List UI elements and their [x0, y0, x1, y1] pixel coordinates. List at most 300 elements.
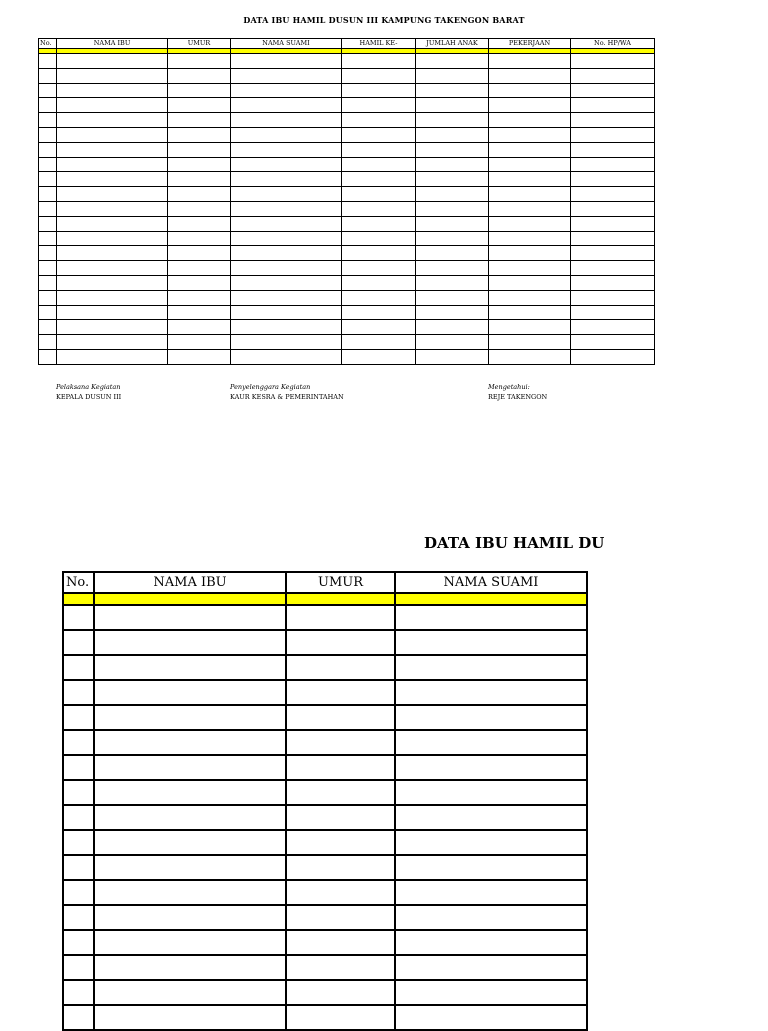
table-cell	[286, 955, 395, 980]
table-cell	[231, 157, 342, 172]
table-cell	[39, 54, 57, 69]
signature-role: Pelaksana Kegiatan	[56, 383, 121, 391]
table-cell	[231, 261, 342, 276]
table-cell	[395, 930, 587, 955]
table-cell	[489, 335, 571, 350]
page-title-zoomed: DATA IBU HAMIL DU	[424, 534, 605, 552]
table-cell	[489, 68, 571, 83]
table-cell	[39, 349, 57, 364]
table-cell	[57, 246, 168, 261]
table-cell	[395, 705, 587, 730]
table-cell	[489, 349, 571, 364]
col-header-jumlah-anak: JUMLAH ANAK	[416, 39, 489, 49]
table-cell	[63, 605, 94, 630]
table-cell	[63, 630, 94, 655]
table-cell	[231, 290, 342, 305]
table-cell	[39, 172, 57, 187]
table-cell	[168, 216, 231, 231]
table-cell	[286, 730, 395, 755]
table-row	[39, 201, 655, 216]
table-cell	[231, 68, 342, 83]
table-cell	[168, 231, 231, 246]
table-cell	[489, 172, 571, 187]
table-cell	[39, 127, 57, 142]
table-row	[39, 290, 655, 305]
table-cell	[39, 98, 57, 113]
col-header-umur: UMUR	[168, 39, 231, 49]
table-cell	[342, 142, 416, 157]
table-cell	[342, 54, 416, 69]
table-row	[39, 83, 655, 98]
table-cell	[231, 335, 342, 350]
table-cell	[39, 83, 57, 98]
table-cell	[63, 780, 94, 805]
table-cell	[489, 201, 571, 216]
col-header-no: No.	[63, 572, 94, 593]
table-cell	[39, 68, 57, 83]
table-cell	[342, 127, 416, 142]
table-cell	[571, 231, 655, 246]
table-cell	[395, 730, 587, 755]
table-row	[39, 216, 655, 231]
table-row	[39, 320, 655, 335]
table-cell	[231, 172, 342, 187]
table-cell	[94, 705, 286, 730]
table-cell	[94, 930, 286, 955]
table-cell	[489, 142, 571, 157]
table-body	[63, 593, 587, 1030]
table-cell	[39, 305, 57, 320]
table-cell	[57, 83, 168, 98]
table-cell	[571, 172, 655, 187]
col-header-nama-ibu: NAMA IBU	[57, 39, 168, 49]
table-cell	[342, 68, 416, 83]
table-cell	[39, 201, 57, 216]
page-title: DATA IBU HAMIL DUSUN III KAMPUNG TAKENGON BARAT	[243, 15, 525, 25]
table-row	[39, 349, 655, 364]
table-cell	[395, 655, 587, 680]
table-cell	[489, 290, 571, 305]
table-cell	[168, 172, 231, 187]
table-cell	[168, 157, 231, 172]
table-cell	[94, 955, 286, 980]
table-cell	[57, 113, 168, 128]
table-cell	[286, 780, 395, 805]
table-row	[63, 880, 587, 905]
table-cell	[286, 805, 395, 830]
table-cell	[342, 275, 416, 290]
table-cell	[286, 930, 395, 955]
signature-title: KEPALA DUSUN III	[56, 393, 122, 401]
col-header-umur: UMUR	[286, 572, 395, 593]
table-cell	[342, 261, 416, 276]
table-cell	[416, 305, 489, 320]
table-cell	[231, 98, 342, 113]
table-row	[63, 905, 587, 930]
table-cell	[94, 905, 286, 930]
table-cell	[571, 305, 655, 320]
table-cell	[416, 216, 489, 231]
table-cell	[571, 54, 655, 69]
table-cell	[286, 880, 395, 905]
table-cell	[168, 320, 231, 335]
table-cell	[168, 275, 231, 290]
table-row	[63, 955, 587, 980]
table-cell	[416, 290, 489, 305]
table-row	[63, 605, 587, 630]
table-cell	[94, 755, 286, 780]
col-header-no: No.	[39, 39, 57, 49]
table-cell	[395, 680, 587, 705]
table-cell	[63, 1005, 94, 1030]
table-row	[39, 275, 655, 290]
table-cell	[395, 980, 587, 1005]
table-cell	[571, 127, 655, 142]
table-cell	[416, 127, 489, 142]
table-row	[39, 246, 655, 261]
table-cell	[39, 113, 57, 128]
table-row	[63, 855, 587, 880]
table-cell	[168, 127, 231, 142]
table-cell	[94, 680, 286, 705]
table-cell	[231, 187, 342, 202]
table-cell	[63, 905, 94, 930]
table-cell	[94, 730, 286, 755]
table-row	[39, 127, 655, 142]
table-cell	[342, 157, 416, 172]
table-cell	[286, 655, 395, 680]
signature-block-executor	[56, 382, 121, 402]
table-cell	[571, 275, 655, 290]
table-cell	[94, 780, 286, 805]
table-cell	[57, 305, 168, 320]
table-cell	[342, 172, 416, 187]
table-cell	[342, 320, 416, 335]
table-cell	[489, 216, 571, 231]
signature-role: Penyelenggara Kegiatan	[230, 383, 311, 391]
table-cell	[57, 187, 168, 202]
table-cell	[39, 142, 57, 157]
table-cell	[489, 231, 571, 246]
table-row	[39, 142, 655, 157]
table-cell	[231, 320, 342, 335]
table-cell	[39, 261, 57, 276]
table-row	[39, 54, 655, 69]
table-cell	[57, 275, 168, 290]
table-cell	[571, 335, 655, 350]
table-cell	[286, 630, 395, 655]
table-cell	[231, 201, 342, 216]
table-cell	[168, 83, 231, 98]
table-cell	[416, 231, 489, 246]
table-header-row	[39, 39, 655, 49]
pregnant-mothers-table	[38, 38, 655, 365]
table-cell	[231, 246, 342, 261]
table-cell	[571, 290, 655, 305]
table-cell	[342, 201, 416, 216]
table-cell	[63, 705, 94, 730]
table-body	[39, 49, 655, 365]
col-header-nama-ibu: NAMA IBU	[94, 572, 286, 593]
table-cell	[57, 98, 168, 113]
table-cell	[168, 290, 231, 305]
table-cell	[342, 349, 416, 364]
table-cell	[168, 201, 231, 216]
table-cell	[571, 142, 655, 157]
table-row	[63, 930, 587, 955]
table-cell	[489, 275, 571, 290]
table-cell	[489, 320, 571, 335]
table-cell	[39, 231, 57, 246]
table-cell	[168, 349, 231, 364]
table-header-row	[63, 572, 587, 593]
table-cell	[168, 113, 231, 128]
table-cell	[342, 305, 416, 320]
table-row	[63, 705, 587, 730]
table-cell	[63, 980, 94, 1005]
col-header-nama-suami: NAMA SUAMI	[231, 39, 342, 49]
table-cell	[416, 142, 489, 157]
table-cell	[94, 880, 286, 905]
table-cell	[231, 275, 342, 290]
table-cell	[571, 261, 655, 276]
table-cell	[168, 187, 231, 202]
table-cell	[286, 1005, 395, 1030]
table-cell	[63, 930, 94, 955]
table-cell	[57, 349, 168, 364]
table-row	[63, 755, 587, 780]
table-cell	[286, 830, 395, 855]
table-row	[39, 157, 655, 172]
table-cell	[63, 855, 94, 880]
table-cell	[94, 855, 286, 880]
signature-block-approver	[488, 382, 547, 402]
table-cell	[416, 187, 489, 202]
table-cell	[395, 605, 587, 630]
table-cell	[395, 830, 587, 855]
table-cell	[57, 127, 168, 142]
pregnant-mothers-table-zoomed	[62, 571, 588, 1031]
table-row	[39, 172, 655, 187]
table-cell	[168, 142, 231, 157]
table-row	[63, 830, 587, 855]
table-cell	[231, 142, 342, 157]
table-row	[39, 113, 655, 128]
table-cell	[395, 855, 587, 880]
table-cell	[286, 680, 395, 705]
table-cell	[342, 231, 416, 246]
table-cell	[416, 98, 489, 113]
table-row	[39, 335, 655, 350]
table-cell	[416, 83, 489, 98]
table-cell	[94, 1005, 286, 1030]
table-cell	[57, 68, 168, 83]
table-cell	[63, 680, 94, 705]
table-cell	[168, 261, 231, 276]
table-cell	[571, 246, 655, 261]
table-cell	[57, 216, 168, 231]
table-cell	[395, 1005, 587, 1030]
col-header-pekerjaan: PEKERJAAN	[489, 39, 571, 49]
table-cell	[39, 157, 57, 172]
table-cell	[286, 705, 395, 730]
table-cell	[416, 349, 489, 364]
table-cell	[489, 246, 571, 261]
table-cell	[489, 127, 571, 142]
table-cell	[39, 335, 57, 350]
table-cell	[57, 335, 168, 350]
signature-title: REJE TAKENGON	[488, 393, 548, 401]
table-cell	[395, 630, 587, 655]
signature-title: KAUR KESRA & PEMERINTAHAN	[230, 393, 344, 401]
highlight-row	[63, 593, 587, 605]
table-cell	[231, 231, 342, 246]
table-cell	[571, 68, 655, 83]
table-cell	[39, 246, 57, 261]
table-cell	[571, 349, 655, 364]
table-row	[63, 780, 587, 805]
table-row	[39, 231, 655, 246]
table-cell	[342, 83, 416, 98]
table-cell	[63, 755, 94, 780]
table-cell	[395, 755, 587, 780]
table-cell	[57, 157, 168, 172]
table-cell	[57, 54, 168, 69]
table-cell	[416, 201, 489, 216]
table-cell	[231, 127, 342, 142]
table-cell	[416, 275, 489, 290]
table-cell	[63, 830, 94, 855]
table-cell	[286, 905, 395, 930]
table-cell	[489, 113, 571, 128]
table-cell	[342, 113, 416, 128]
table-cell	[57, 201, 168, 216]
table-cell	[395, 805, 587, 830]
table-row	[39, 187, 655, 202]
table-row	[63, 805, 587, 830]
table-cell	[94, 980, 286, 1005]
table-cell	[416, 157, 489, 172]
table-cell	[489, 83, 571, 98]
table-cell	[395, 780, 587, 805]
table-cell	[94, 655, 286, 680]
table-row	[63, 1005, 587, 1030]
table-cell	[416, 246, 489, 261]
table-cell	[489, 54, 571, 69]
table-cell	[57, 320, 168, 335]
table-cell	[57, 172, 168, 187]
table-cell	[57, 290, 168, 305]
table-cell	[395, 955, 587, 980]
table-cell	[571, 216, 655, 231]
table-cell	[489, 305, 571, 320]
table-row	[39, 68, 655, 83]
table-cell	[39, 187, 57, 202]
table-cell	[286, 980, 395, 1005]
table-cell	[416, 261, 489, 276]
table-cell	[57, 231, 168, 246]
table-cell	[395, 905, 587, 930]
table-row	[39, 305, 655, 320]
table-cell	[342, 290, 416, 305]
table-row	[63, 680, 587, 705]
table-cell	[168, 246, 231, 261]
table-cell	[416, 113, 489, 128]
table-cell	[489, 157, 571, 172]
table-cell	[342, 335, 416, 350]
table-cell	[416, 172, 489, 187]
table-cell	[94, 805, 286, 830]
table-cell	[286, 755, 395, 780]
table-cell	[416, 335, 489, 350]
table-cell	[489, 187, 571, 202]
table-row	[39, 261, 655, 276]
table-cell	[57, 261, 168, 276]
table-row	[63, 730, 587, 755]
table-cell	[342, 216, 416, 231]
table-cell	[231, 216, 342, 231]
table-cell	[571, 113, 655, 128]
table-cell	[39, 290, 57, 305]
signature-role: Mengetahui:	[488, 383, 530, 391]
table-cell	[571, 187, 655, 202]
table-cell	[286, 855, 395, 880]
table-cell	[39, 275, 57, 290]
table-cell	[63, 955, 94, 980]
table-row	[39, 98, 655, 113]
table-cell	[168, 98, 231, 113]
col-header-nama-suami: NAMA SUAMI	[395, 572, 587, 593]
table-cell	[231, 349, 342, 364]
table-row	[63, 655, 587, 680]
table-cell	[571, 83, 655, 98]
table-cell	[571, 320, 655, 335]
table-cell	[94, 830, 286, 855]
table-cell	[489, 98, 571, 113]
table-cell	[94, 630, 286, 655]
table-cell	[416, 54, 489, 69]
table-cell	[342, 98, 416, 113]
table-cell	[168, 68, 231, 83]
table-row	[63, 630, 587, 655]
table-cell	[286, 605, 395, 630]
table-cell	[63, 805, 94, 830]
table-cell	[571, 157, 655, 172]
table-cell	[168, 335, 231, 350]
table-cell	[395, 880, 587, 905]
table-cell	[571, 201, 655, 216]
col-header-hamil-ke: HAMIL KE-	[342, 39, 416, 49]
table-cell	[39, 216, 57, 231]
table-cell	[416, 68, 489, 83]
table-cell	[57, 142, 168, 157]
table-cell	[342, 246, 416, 261]
table-cell	[571, 98, 655, 113]
table-cell	[231, 83, 342, 98]
table-cell	[342, 187, 416, 202]
table-cell	[94, 605, 286, 630]
table-cell	[231, 305, 342, 320]
table-cell	[63, 655, 94, 680]
table-cell	[39, 320, 57, 335]
signature-block-organizer	[230, 382, 344, 402]
col-header-no-hp: No. HP/WA	[571, 39, 655, 49]
table-cell	[416, 320, 489, 335]
table-cell	[63, 880, 94, 905]
table-cell	[231, 113, 342, 128]
table-cell	[63, 730, 94, 755]
table-cell	[168, 305, 231, 320]
